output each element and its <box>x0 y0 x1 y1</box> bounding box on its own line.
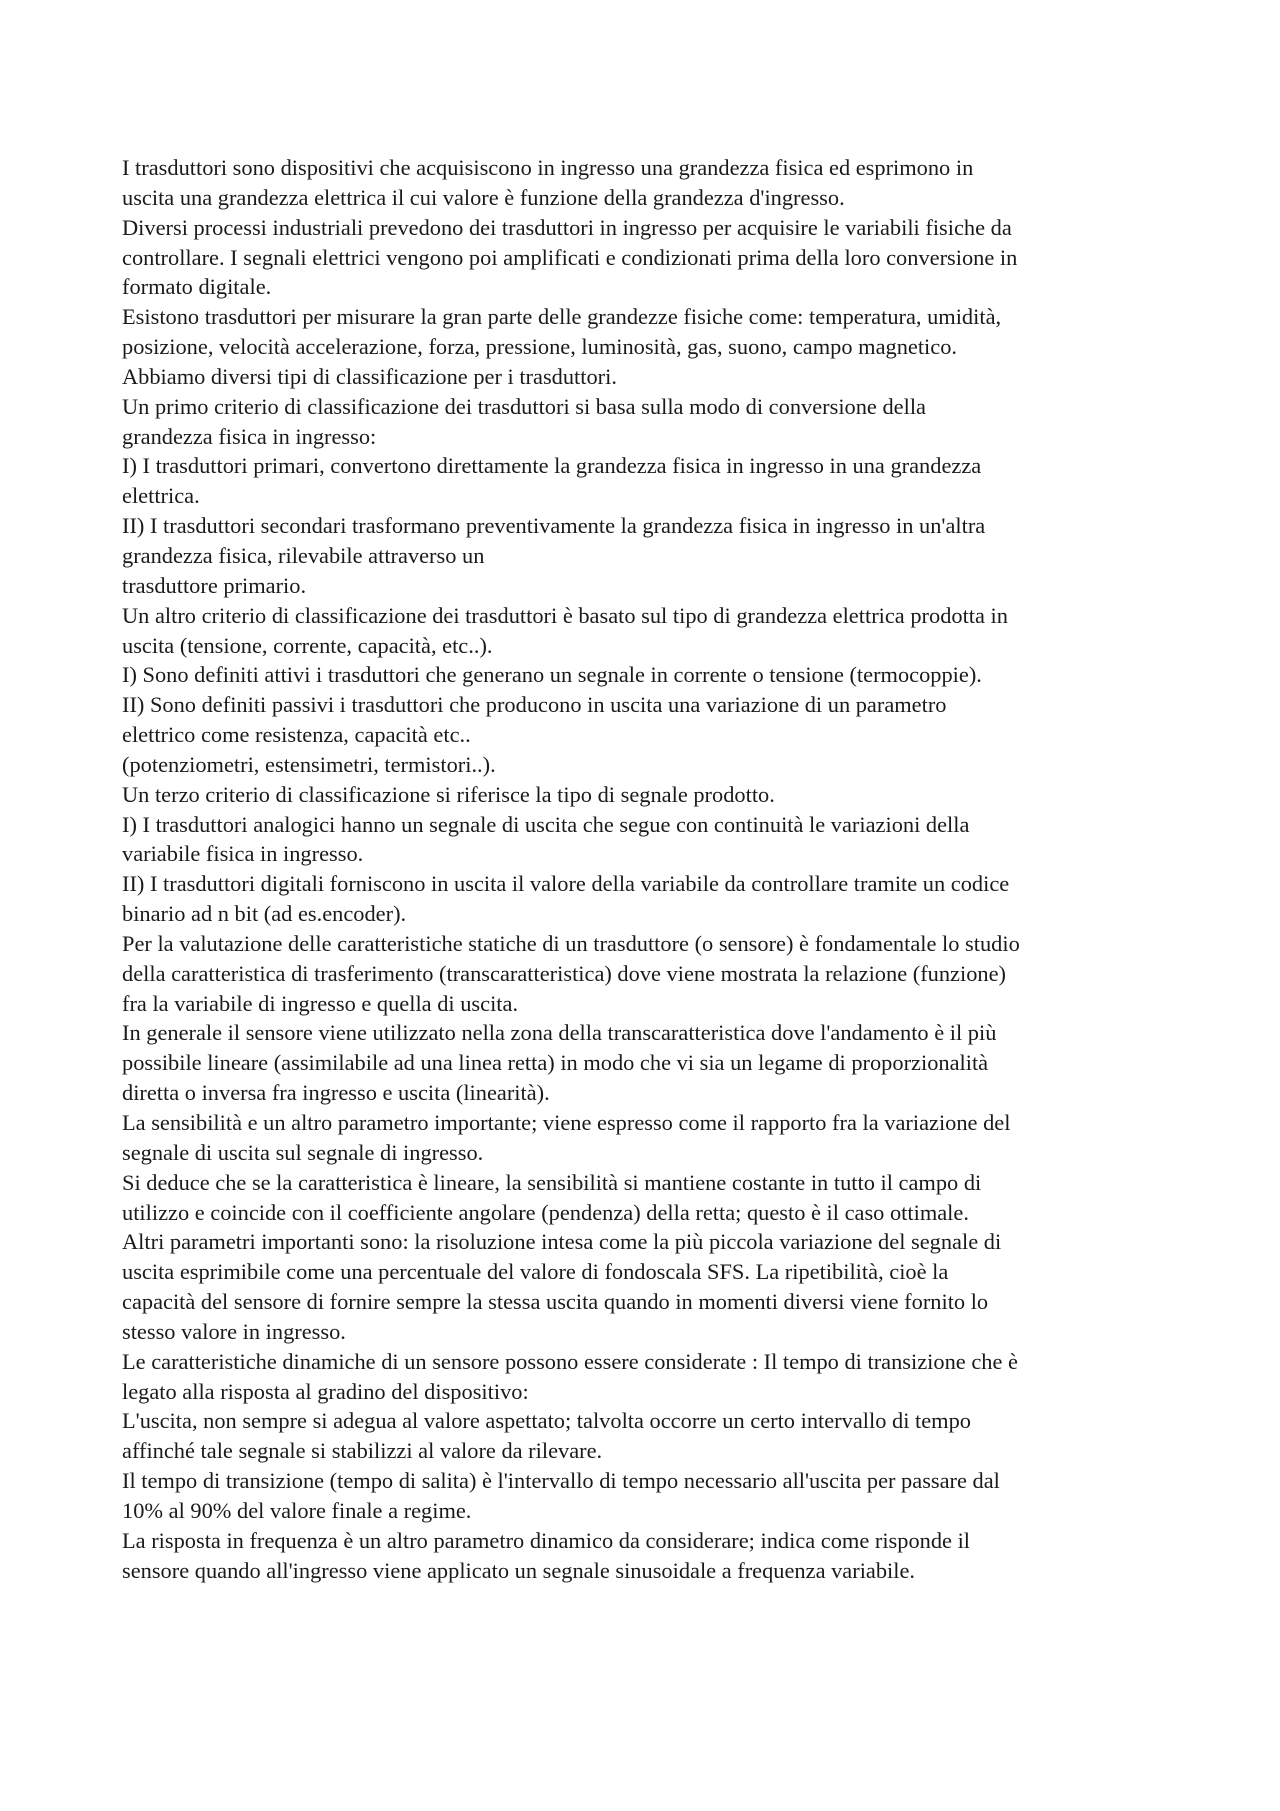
text-line: legato alla risposta al gradino del dispositivo: <box>122 1378 529 1404</box>
text-line: II) Sono definiti passivi i trasduttori che producono in uscita una variazione di un parametro <box>122 692 947 718</box>
text-line: I) I trasduttori primari, convertono direttamente la grandezza fisica in ingresso in una grandezza <box>122 453 982 479</box>
text-line: (potenziometri, estensimetri, termistori..). <box>122 751 496 777</box>
text-line: Altri parametri importanti sono: la risoluzione intesa come la più piccola variazione del segnale di <box>122 1229 1002 1255</box>
text-line: elettrico come resistenza, capacità etc.. <box>122 722 471 748</box>
text-line: elettrica. <box>122 483 200 509</box>
text-line: stesso valore in ingresso. <box>122 1318 346 1344</box>
text-line: variabile fisica in ingresso. <box>122 841 364 867</box>
text-line: binario ad n bit (ad es.encoder). <box>122 901 407 927</box>
document-body <box>122 153 1172 1586</box>
text-line: I trasduttori sono dispositivi che acquisiscono in ingresso una grandezza fisica ed esprimono in <box>122 155 974 180</box>
text-line: grandezza fisica in ingresso: <box>122 423 377 449</box>
text-line: L'uscita, non sempre si adegua al valore aspettato; talvolta occorre un certo intervallo di tempo <box>122 1408 971 1434</box>
text-line: capacità del sensore di fornire sempre la stessa uscita quando in momenti diversi viene fornito lo <box>122 1289 989 1315</box>
text-line: utilizzo e coincide con il coefficiente angolare (pendenza) della retta; questo è il caso ottimale. <box>122 1199 969 1225</box>
text-line: uscita esprimibile come una percentuale del valore di fondoscala SFS. La ripetibilità, cioè la <box>122 1259 949 1285</box>
text-line: II) I trasduttori secondari trasformano preventivamente la grandezza fisica in ingresso in un'altra <box>122 513 986 539</box>
text-line: trasduttore primario. <box>122 572 307 598</box>
text-line: Il tempo di transizione (tempo di salita) è l'intervallo di tempo necessario all'uscita per passare dal <box>122 1468 1000 1494</box>
text-line: Si deduce che se la caratteristica è lineare, la sensibilità si mantiene costante in tutto il campo di <box>122 1169 982 1195</box>
text-line: La risposta in frequenza è un altro parametro dinamico da considerare; indica come risponde il <box>122 1527 971 1553</box>
text-line: segnale di uscita sul segnale di ingresso. <box>122 1139 484 1165</box>
text-line: Abbiamo diversi tipi di classificazione per i trasduttori. <box>122 363 617 389</box>
text-line: Un primo criterio di classificazione dei trasduttori si basa sulla modo di conversione della <box>122 393 926 419</box>
text-line: Esistono trasduttori per misurare la gran parte delle grandezze fisiche come: temperatura, umidità, <box>122 304 1002 330</box>
text-line: Le caratteristiche dinamiche di un sensore possono essere considerate : Il tempo di transizione che è <box>122 1348 1018 1374</box>
text-line: grandezza fisica, rilevabile attraverso un <box>122 542 485 568</box>
text-line: possibile lineare (assimilabile ad una linea retta) in modo che vi sia un legame di proporzionalità <box>122 1050 989 1076</box>
text-line: II) I trasduttori digitali forniscono in uscita il valore della variabile da controllare tramite un codice <box>122 871 1010 897</box>
text-line: della caratteristica di trasferimento (transcaratteristica) dove viene mostrata la relazione (funzione) <box>122 960 1006 986</box>
text-line: In generale il sensore viene utilizzato nella zona della transcaratteristica dove l'andamento è il più <box>122 1020 997 1046</box>
text-line: I) Sono definiti attivi i trasduttori che generano un segnale in corrente o tensione (termocoppie). <box>122 662 982 688</box>
text-line: uscita una grandezza elettrica il cui valore è funzione della grandezza d'ingresso. <box>122 184 845 210</box>
text-line: formato digitale. <box>122 274 272 300</box>
text-line: posizione, velocità accelerazione, forza, pressione, luminosità, gas, suono, campo magnetico. <box>122 334 958 360</box>
text-line: fra la variabile di ingresso e quella di uscita. <box>122 990 519 1016</box>
text-line: La sensibilità e un altro parametro importante; viene espresso come il rapporto fra la variazione del <box>122 1110 1011 1135</box>
text-line: Per la valutazione delle caratteristiche statiche di un trasduttore (o sensore) è fondamentale lo studio <box>122 930 1020 956</box>
text-line: 10% al 90% del valore finale a regime. <box>122 1497 472 1523</box>
text-line: controllare. I segnali elettrici vengono poi amplificati e condizionati prima della loro conversione in <box>122 244 1018 270</box>
text-line: Un altro criterio di classificazione dei trasduttori è basato sul tipo di grandezza elettrica prodotta in <box>122 602 1008 628</box>
text-line: I) I trasduttori analogici hanno un segnale di uscita che segue con continuità le variazioni della <box>122 811 970 837</box>
text-line: Diversi processi industriali prevedono dei trasduttori in ingresso per acquisire le variabili fisiche da <box>122 214 1012 240</box>
text-line: diretta o inversa fra ingresso e uscita (linearità). <box>122 1080 550 1106</box>
text-line: Un terzo criterio di classificazione si riferisce la tipo di segnale prodotto. <box>122 781 775 807</box>
text-line: uscita (tensione, corrente, capacità, etc..). <box>122 632 493 658</box>
text-line: affinché tale segnale si stabilizzi al valore da rilevare. <box>122 1438 603 1464</box>
text-line: sensore quando all'ingresso viene applicato un segnale sinusoidale a frequenza variabile. <box>122 1557 916 1583</box>
